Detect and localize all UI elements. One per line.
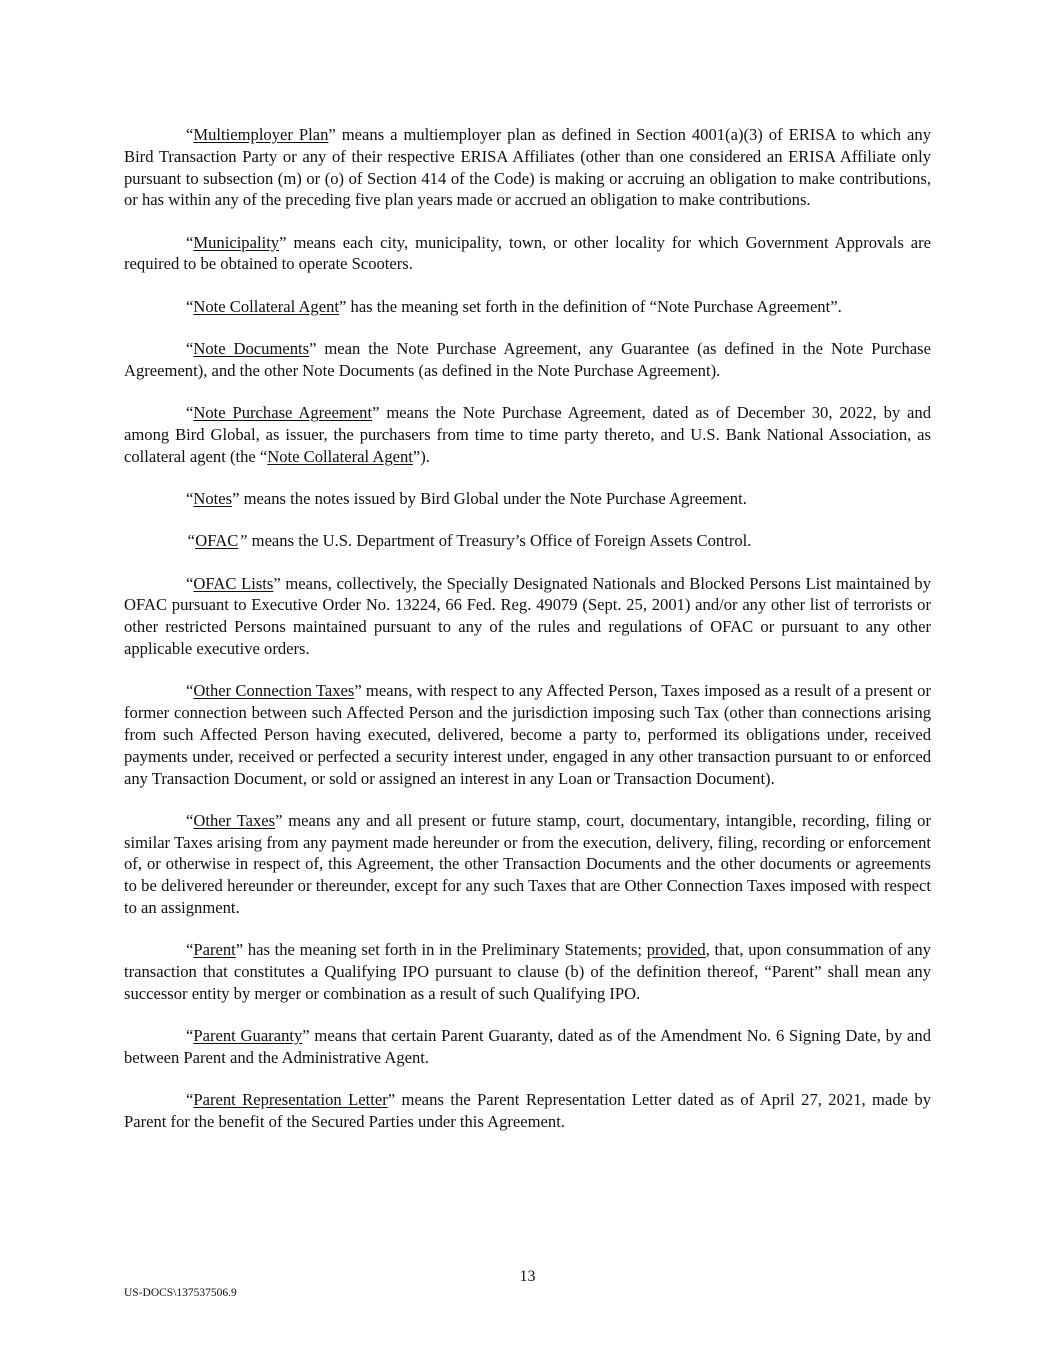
open-quote: “ xyxy=(186,1026,194,1046)
document-body xyxy=(124,124,931,1153)
definition-parent-representation-letter xyxy=(124,1089,931,1133)
definition-text: means, collectively, the Specially Designated Nationals and Blocked Persons List maintained by OFAC pursuant to Executive Order No. 13224, 66 Fed. Reg. 49079 (Sept. 25, 2001) and/or any other list of terrorists or other restricted Persons maintained pursuant to any of the rules and regulations of OFAC or pursuant to any other applicable executive orders. xyxy=(124,573,931,659)
close-quote: ” xyxy=(273,573,281,593)
defined-term: Parent Guaranty xyxy=(193,1026,303,1046)
close-quote: ” xyxy=(235,940,244,960)
open-quote: “ xyxy=(186,125,194,144)
open-quote: “ xyxy=(186,489,194,509)
definition-text: means the notes issued by Bird Global under the Note Purchase Agreement. xyxy=(239,489,747,509)
definition-text: means the Note Purchase Agreement, dated as of December 30, 2022, by and among Bird Global, as issuer, the purchasers from time to time party thereto, and U.S. Bank National Association, as collateral agent (the “ xyxy=(124,403,931,466)
definition-text: means any and all present or future stamp, court, documentary, intangible, recording, filing or similar Taxes arising from any payment made hereunder or from the execution, delivery, filing, recording or enforcement of, or otherwise in respect of, this Agreement, the other Transaction Documents and the other documents or agreements to be delivered hereunder or thereunder, except for any such Taxes that are Other Connection Taxes imposed with respect to an assignment. xyxy=(124,810,931,918)
close-quote: ” xyxy=(275,810,283,830)
defined-term: Municipality xyxy=(193,232,280,252)
defined-term: Multiemployer Plan xyxy=(193,125,329,144)
definition-tail: ”). xyxy=(412,446,430,466)
defined-term: Note Documents xyxy=(193,339,310,359)
open-quote: “ xyxy=(186,573,194,593)
defined-term: OFAC Lists xyxy=(193,573,274,593)
definition-ofac-lists xyxy=(124,573,931,660)
defined-term: Notes xyxy=(193,489,233,509)
open-quote: “ xyxy=(186,531,196,551)
definition-note-collateral-agent xyxy=(124,296,931,318)
open-quote: “ xyxy=(186,339,194,359)
definition-multiemployer-plan xyxy=(124,124,931,211)
defined-term: Other Connection Taxes xyxy=(193,681,355,701)
definition-text: means each city, municipality, town, or other locality for which Government Approvals are required to be obtained to operate Scooters. xyxy=(124,232,931,274)
definition-ofac xyxy=(124,530,931,552)
definition-municipality xyxy=(124,232,931,276)
definition-other-connection-taxes xyxy=(124,680,931,789)
proviso-term: provided xyxy=(646,940,706,960)
open-quote: “ xyxy=(186,403,194,423)
definition-parent xyxy=(124,939,931,1004)
open-quote: “ xyxy=(186,296,194,316)
page-number: 13 xyxy=(519,1268,536,1285)
definition-text: has the meaning set forth in the definition of “Note Purchase Agreement”. xyxy=(346,296,842,316)
open-quote: “ xyxy=(186,940,194,960)
close-quote: ” xyxy=(238,531,248,551)
close-quote: ” xyxy=(372,403,380,423)
definition-text: means the Parent Representation Letter dated as of April 27, 2021, made by Parent for the benefit of the Secured Parties under this Agreement. xyxy=(124,1090,931,1132)
definition-text: mean the Note Purchase Agreement, any Guarantee (as defined in the Note Purchase Agreement), and the other Note Documents (as defined in the Note Purchase Agreement). xyxy=(124,339,931,380)
defined-term: Parent xyxy=(193,940,236,960)
close-quote: ” xyxy=(279,232,287,252)
close-quote: ” xyxy=(309,339,317,359)
close-quote: ” xyxy=(339,296,347,316)
definition-note-documents xyxy=(124,338,931,382)
open-quote: “ xyxy=(186,681,194,701)
close-quote: ” xyxy=(328,125,336,144)
definition-other-taxes xyxy=(124,810,931,919)
close-quote: ” xyxy=(354,681,362,701)
definition-note-purchase-agreement xyxy=(124,402,931,467)
inline-defined-term: Note Collateral Agent xyxy=(267,446,413,466)
defined-term: Note Collateral Agent xyxy=(193,296,339,316)
defined-term: Note Purchase Agreement xyxy=(193,403,373,423)
document-id: US-DOCS\137537506.9 xyxy=(124,1287,237,1299)
definition-parent-guaranty xyxy=(124,1025,931,1069)
open-quote: “ xyxy=(186,1090,194,1110)
close-quote: ” xyxy=(387,1090,396,1110)
definition-text: means, with respect to any Affected Person, Taxes imposed as a result of a present or former connection between such Affected Person and the jurisdiction imposing such Tax (other than connections arising from such Affected Person having executed, delivered, become a party to, performed its obligations under, received payments under, received or perfected a security interest under, engaged in any other transaction pursuant to or enforced any Transaction Document, or sold or assigned an interest in any Loan or Transaction Document). xyxy=(124,681,931,788)
definition-notes xyxy=(124,488,931,510)
definition-text: means the U.S. Department of Treasury’s Office of Foreign Assets Control. xyxy=(247,531,752,551)
definition-text: has the meaning set forth in in the Preliminary Statements; xyxy=(243,940,647,960)
defined-term: Parent Representation Letter xyxy=(193,1090,388,1110)
close-quote: ” xyxy=(302,1026,310,1046)
open-quote: “ xyxy=(186,810,194,830)
definition-text: means that certain Parent Guaranty, dated as of the Amendment No. 6 Signing Date, by and between Parent and the Administrative Agent. xyxy=(124,1026,931,1067)
definition-text: means a multiemployer plan as defined in Section 4001(a)(3) of ERISA to which any Bird Transaction Party or any of their respective ERISA Affiliates (other than one considered an ERISA Affiliate only pursuant to subsection (m) or (o) of Section 414 of the Code) is making or accruing an obligation to make contributions, or has within any of the preceding five plan years made or accrued an obligation to make contributions. xyxy=(124,125,931,210)
defined-term: Other Taxes xyxy=(193,810,276,830)
close-quote: ” xyxy=(232,489,240,509)
defined-term: OFAC xyxy=(195,531,239,551)
open-quote: “ xyxy=(186,232,194,252)
definition-tail: , that, upon consummation of any transaction that constitutes a Qualifying IPO pursuant to clause (b) of the definition thereof, “Parent” shall mean any successor entity by merger or combination as a result of such Qualifying IPO. xyxy=(124,940,931,1003)
